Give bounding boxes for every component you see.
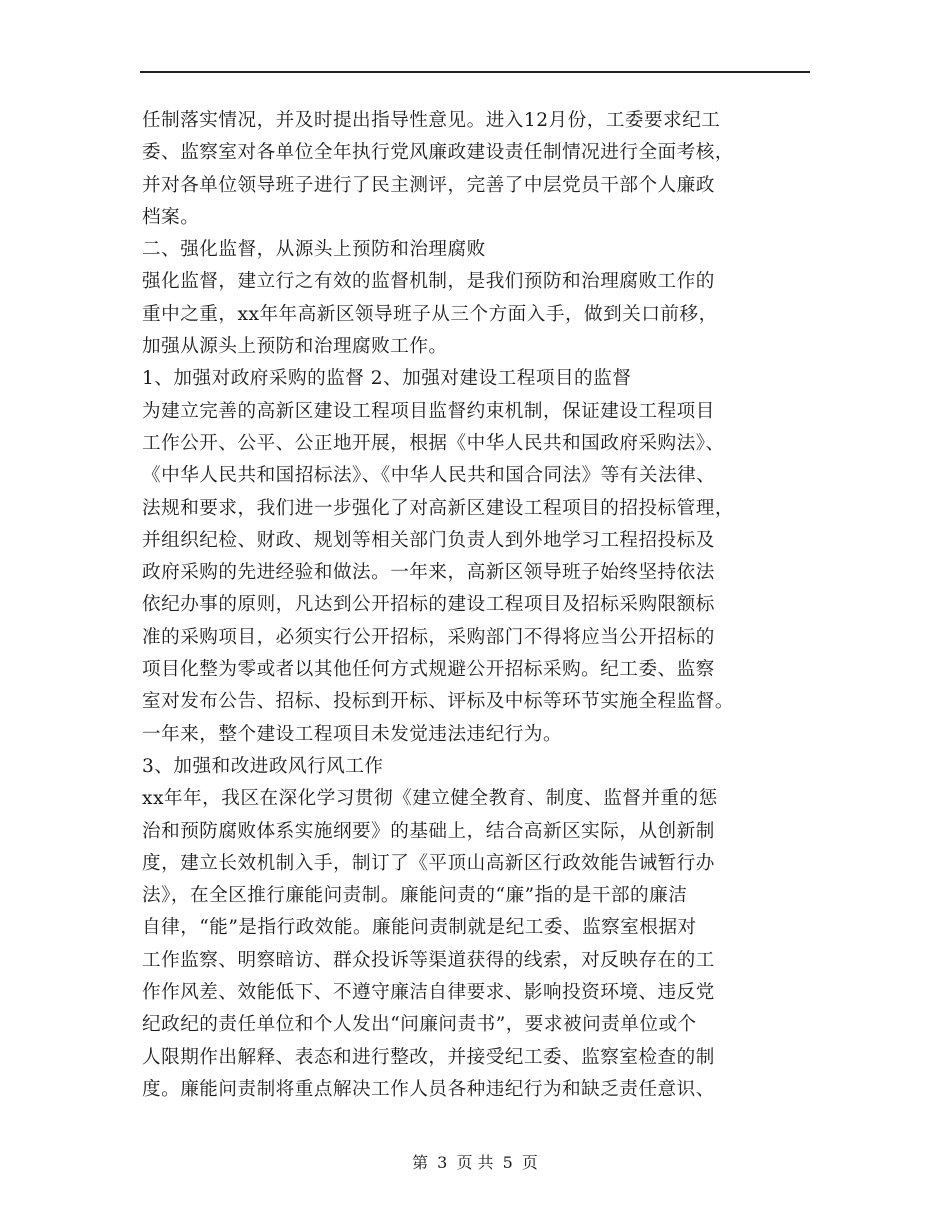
text-line: 法》，在全区推行廉能问责制。廉能问责的“廉”指的是干部的廉洁 [142,885,688,907]
section-heading: 二、强化监督，从源头上预防和治理腐败 [142,239,486,261]
text-line: 一年来，整个建设工程项目未发觉违法违纪行为。 [142,723,563,745]
total-pages-number: 5 [502,1153,513,1172]
text-line: 加强从源头上预防和治理腐败工作。 [142,336,448,358]
page-label-mid: 页 共 [456,1153,494,1172]
text-line: 作作风差、效能低下、不遵守廉洁自律要求、影响投资环境、违反党 [142,982,715,1004]
text-line: 治和预防腐败体系实施纲要》的基础上，结合高新区实际，从创新制 [142,820,715,842]
subsection-heading: 1、加强对政府采购的监督 2、加强对建设工程项目的监督 [142,368,632,390]
text-line: 强化监督，建立行之有效的监督机制，是我们预防和治理腐败工作的 [142,271,715,293]
text-line: 为建立完善的高新区建设工程项目监督约束机制，保证建设工程项目 [142,400,715,422]
text-line: 法规和要求，我们进一步强化了对高新区建设工程项目的招投标管理， [142,497,734,519]
page-label-prefix: 第 [412,1153,429,1172]
text-line: 度，建立长效机制入手，制订了《平顶山高新区行政效能告诫暂行办 [142,852,715,874]
text-line: 委、监察室对各单位全年执行党风廉政建设责任制情况进行全面考核， [142,142,734,164]
text-line: 档案。 [142,206,200,228]
body-text [142,105,810,1106]
text-line: 并组织纪检、财政、规划等相关部门负责人到外地学习工程招投标及 [142,529,715,551]
text-line: 人限期作出解释、表态和进行整改，并接受纪工委、监察室检查的制 [142,1046,715,1068]
text-line: 自律，“能”是指行政效能。廉能问责制就是纪工委、监察室根据对 [142,917,697,939]
text-line: 纪政纪的责任单位和个人发出“问廉问责书”，要求被问责单位或个 [142,1014,697,1036]
text-line: 度。廉能问责制将重点解决工作人员各种违纪行为和缺乏责任意识、 [142,1078,715,1100]
page-label-suffix: 页 [521,1153,538,1172]
text-line: 室对发布公告、招标、投标到开标、评标及中标等环节实施全程监督。 [142,691,734,713]
text-line: 依纪办事的原则，凡达到公开招标的建设工程项目及招标采购限额标 [142,594,715,616]
text-line: 工作公开、公平、公正地开展，根据《中华人民共和国政府采购法》、 [142,432,725,454]
text-line: 《中华人民共和国招标法》、《中华人民共和国合同法》等有关法律、 [142,465,716,487]
page-footer [0,1150,950,1173]
text-line: 项目化整为零或者以其他任何方式规避公开招标采购。纪工委、监察 [142,659,715,681]
text-line: xx年年，我区在深化学习贯彻《建立健全教育、制度、监督并重的惩 [142,788,718,810]
header-rule [140,71,810,73]
text-line: 政府采购的先进经验和做法。一年来，高新区领导班子始终坚持依法 [142,562,715,584]
subsection-heading: 3、加强和改进政风行风工作 [142,755,384,777]
text-line: 并对各单位领导班子进行了民主测评，完善了中层党员干部个人廉政 [142,174,715,196]
text-line: 准的采购项目，必须实行公开招标，采购部门不得将应当公开招标的 [142,626,715,648]
text-line: 重中之重，xx年年高新区领导班子从三个方面入手，做到关口前移， [142,303,718,325]
current-page-number: 3 [437,1153,448,1172]
text-line: 工作监察、明察暗访、群众投诉等渠道获得的线索，对反映存在的工 [142,949,715,971]
text-line: 任制落实情况，并及时提出指导性意见。进入12月份，工委要求纪工 [142,110,721,131]
